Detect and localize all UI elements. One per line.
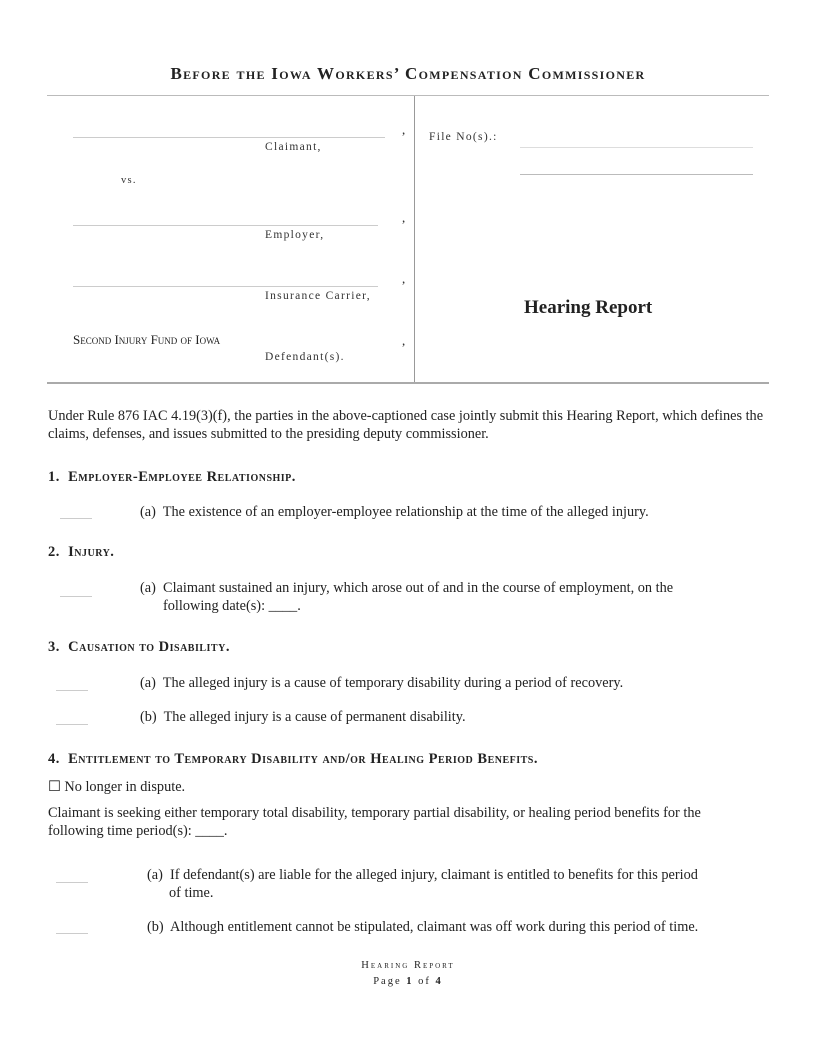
claimant-label: Claimant, (265, 141, 322, 153)
section-3b-blank[interactable] (56, 724, 88, 725)
employer-label: Employer, (265, 229, 325, 241)
section-3-heading: 3. Causation to Disability. (48, 639, 230, 655)
no-longer-in-dispute-checkbox[interactable]: ☐ No longer in dispute. (48, 779, 186, 795)
header-rule (47, 95, 769, 96)
caption-bottom-rule (47, 382, 769, 384)
employer-field[interactable] (73, 225, 378, 226)
claimant-field[interactable] (73, 137, 385, 138)
document-title: Hearing Report (524, 297, 653, 318)
footer-title: Hearing Report (361, 960, 455, 971)
section-1-heading: 1. Employer-Employee Relationship. (48, 469, 296, 485)
section-2-heading: 2. Injury. (48, 544, 115, 560)
section-4a-item: (a) If defendant(s) are liable for the alleged injury, claimant is entitled to benefits for this period of time. (147, 867, 698, 901)
section-3a-blank[interactable] (56, 690, 88, 691)
comma: , (402, 333, 406, 348)
second-injury-fund: Second Injury Fund of Iowa (73, 332, 221, 347)
comma: , (402, 122, 406, 137)
comma: , (402, 271, 406, 286)
comma: , (402, 210, 406, 225)
section-2a-blank[interactable] (60, 596, 92, 597)
section-3b-item: (b) The alleged injury is a cause of permanent disability. (140, 709, 466, 725)
section-1a-item: (a) The existence of an employer-employee relationship at the time of the alleged injury. (140, 504, 649, 520)
insurance-carrier-field[interactable] (73, 286, 378, 287)
section-1a-blank[interactable] (60, 518, 92, 519)
file-number-field[interactable] (520, 147, 753, 148)
vs-label: vs. (121, 175, 137, 186)
file-number-field-2[interactable] (520, 174, 753, 175)
caption-divider (414, 96, 415, 382)
section-4b-item: (b) Although entitlement cannot be stipulated, claimant was off work during this period of time. (147, 919, 699, 935)
document-header: Before the Iowa Workers’ Compensation Commissioner (170, 64, 646, 83)
checkbox-icon[interactable]: ☐ (48, 779, 61, 795)
section-2a-item: (a) Claimant sustained an injury, which arose out of and in the course of employment, on the following date(s): ____. (140, 580, 674, 614)
footer-page-number: Page 1 of 4 (373, 976, 443, 987)
section-4-heading: 4. Entitlement to Temporary Disability and/or Healing Period Benefits. (48, 751, 538, 767)
file-number-label: File No(s).: (429, 131, 498, 143)
section-4a-blank[interactable] (56, 882, 88, 883)
section-3a-item: (a) The alleged injury is a cause of temporary disability during a period of recovery. (140, 675, 624, 691)
defendants-label: Defendant(s). (265, 351, 345, 363)
intro-paragraph: Under Rule 876 IAC 4.19(3)(f), the parties in the above-captioned case jointly submit this Hearing Report, which defines the claims, defenses, and issues submitted to the presiding deputy commissioner. (48, 408, 764, 442)
section-4b-blank[interactable] (56, 933, 88, 934)
insurance-carrier-label: Insurance Carrier, (265, 290, 371, 302)
section-4-paragraph: Claimant is seeking either temporary total disability, temporary partial disability, or healing period benefits for the following time period(s): ____. (48, 805, 701, 839)
